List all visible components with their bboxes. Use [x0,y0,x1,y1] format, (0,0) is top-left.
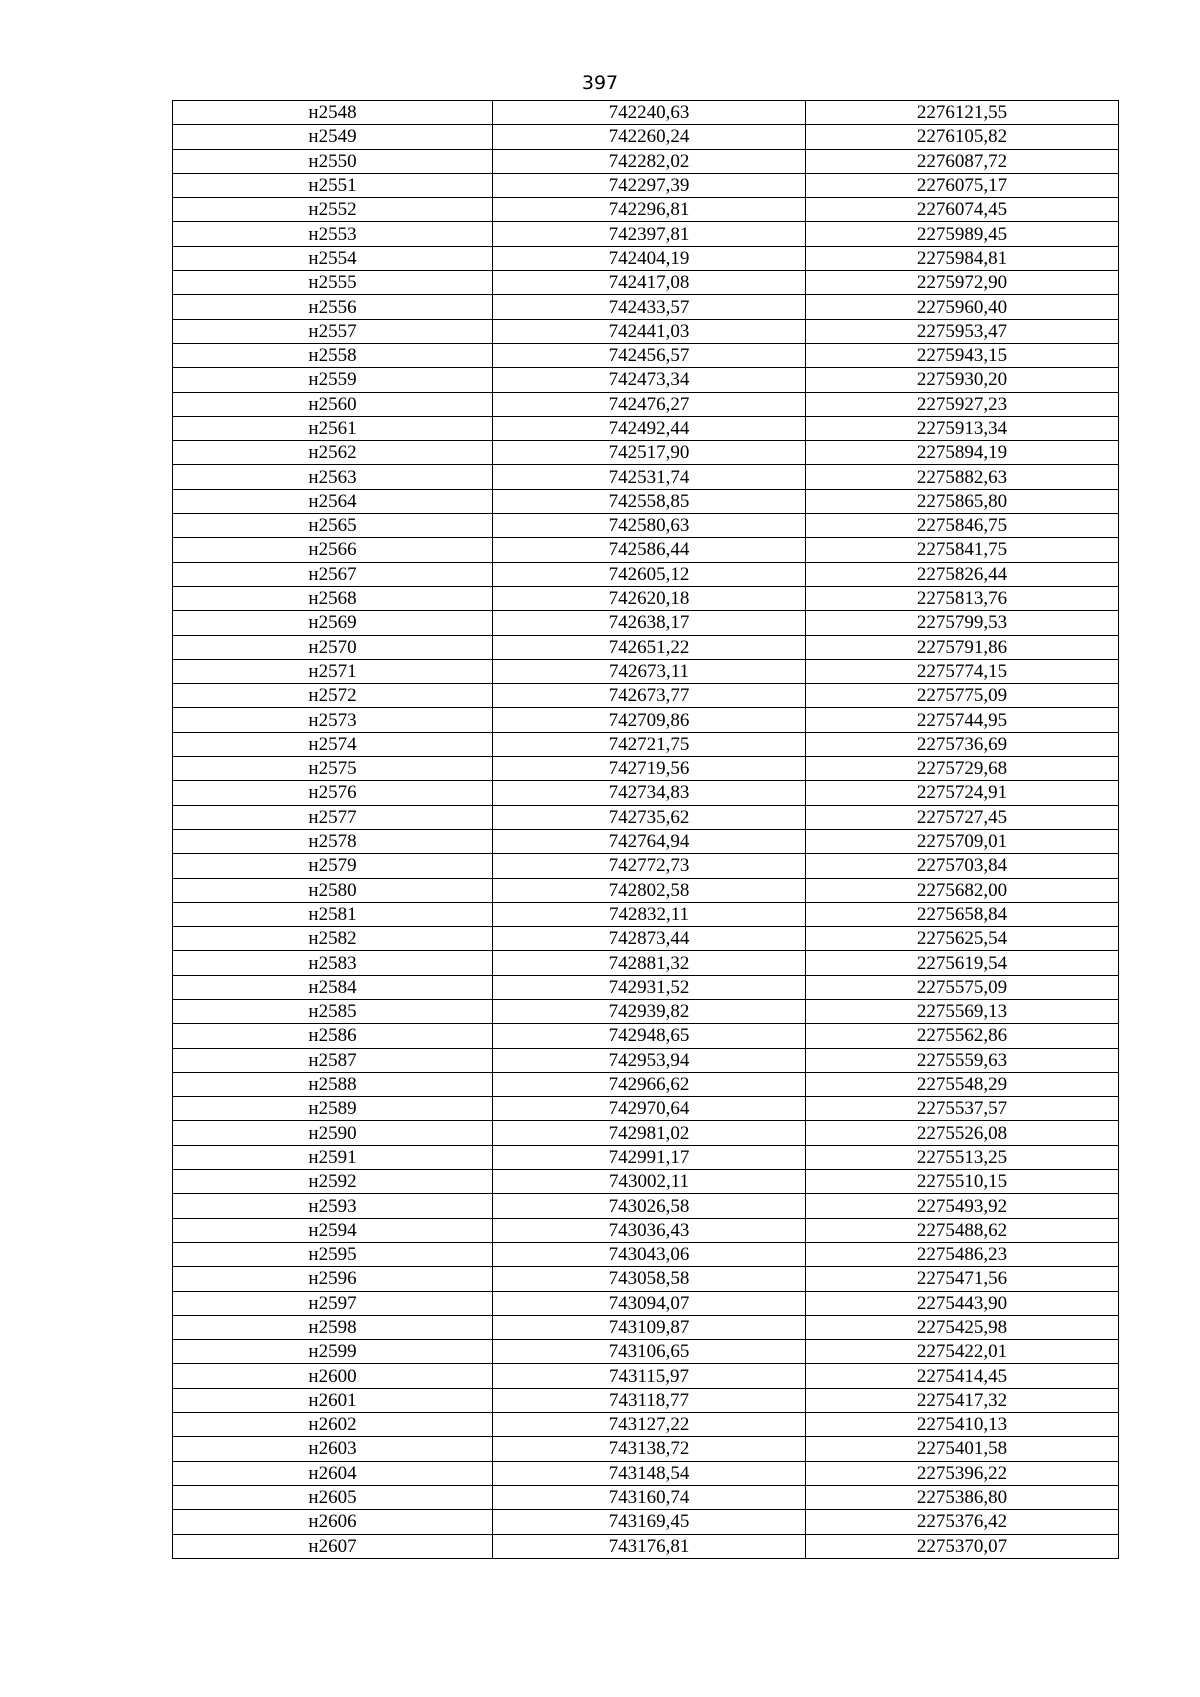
table-row [173,1170,1119,1194]
coordinates-table-body [173,101,1119,1559]
table-row [173,902,1119,926]
point-id-cell: н2600 [173,1364,493,1388]
point-id-cell: н2575 [173,757,493,781]
point-id-cell: н2555 [173,271,493,295]
point-id-cell: н2569 [173,611,493,635]
table-row [173,562,1119,586]
point-id-cell: н2579 [173,854,493,878]
table-row [173,538,1119,562]
point-id-cell: н2591 [173,1145,493,1169]
x-coordinate-cell: 742673,77 [493,684,806,708]
table-row [173,927,1119,951]
table-row [173,1267,1119,1291]
table-row [173,1364,1119,1388]
x-coordinate-cell: 742651,22 [493,635,806,659]
point-id-cell: н2563 [173,465,493,489]
y-coordinate-cell: 2275736,69 [806,732,1119,756]
point-id-cell: н2558 [173,343,493,367]
table-row [173,1461,1119,1485]
y-coordinate-cell: 2275943,15 [806,343,1119,367]
y-coordinate-cell: 2275410,13 [806,1413,1119,1437]
table-row [173,1097,1119,1121]
table-row [173,951,1119,975]
point-id-cell: н2553 [173,222,493,246]
y-coordinate-cell: 2275396,22 [806,1461,1119,1485]
y-coordinate-cell: 2275414,45 [806,1364,1119,1388]
table-row [173,732,1119,756]
point-id-cell: н2571 [173,659,493,683]
point-id-cell: н2568 [173,586,493,610]
point-id-cell: н2554 [173,246,493,270]
x-coordinate-cell: 742580,63 [493,514,806,538]
y-coordinate-cell: 2276074,45 [806,198,1119,222]
y-coordinate-cell: 2275703,84 [806,854,1119,878]
x-coordinate-cell: 742397,81 [493,222,806,246]
y-coordinate-cell: 2275799,53 [806,611,1119,635]
point-id-cell: н2582 [173,927,493,951]
table-row [173,465,1119,489]
x-coordinate-cell: 743138,72 [493,1437,806,1461]
point-id-cell: н2550 [173,149,493,173]
y-coordinate-cell: 2275894,19 [806,441,1119,465]
point-id-cell: н2577 [173,805,493,829]
table-row [173,878,1119,902]
y-coordinate-cell: 2275443,90 [806,1291,1119,1315]
y-coordinate-cell: 2275913,34 [806,416,1119,440]
page-number: 397 [581,72,619,94]
x-coordinate-cell: 742772,73 [493,854,806,878]
point-id-cell: н2607 [173,1534,493,1558]
point-id-cell: н2565 [173,514,493,538]
y-coordinate-cell: 2275493,92 [806,1194,1119,1218]
x-coordinate-cell: 742970,64 [493,1097,806,1121]
point-id-cell: н2588 [173,1072,493,1096]
point-id-cell: н2578 [173,829,493,853]
table-row [173,149,1119,173]
table-row [173,1072,1119,1096]
y-coordinate-cell: 2275882,63 [806,465,1119,489]
x-coordinate-cell: 743026,58 [493,1194,806,1218]
table-row [173,271,1119,295]
x-coordinate-cell: 742948,65 [493,1024,806,1048]
table-row [173,1242,1119,1266]
table-row [173,1485,1119,1509]
y-coordinate-cell: 2275488,62 [806,1218,1119,1242]
point-id-cell: н2587 [173,1048,493,1072]
y-coordinate-cell: 2275775,09 [806,684,1119,708]
table-row [173,1024,1119,1048]
point-id-cell: н2595 [173,1242,493,1266]
table-row [173,611,1119,635]
x-coordinate-cell: 743118,77 [493,1388,806,1412]
y-coordinate-cell: 2275865,80 [806,489,1119,513]
x-coordinate-cell: 742558,85 [493,489,806,513]
point-id-cell: н2592 [173,1170,493,1194]
y-coordinate-cell: 2275386,80 [806,1485,1119,1509]
x-coordinate-cell: 742282,02 [493,149,806,173]
x-coordinate-cell: 743106,65 [493,1340,806,1364]
point-id-cell: н2603 [173,1437,493,1461]
y-coordinate-cell: 2275960,40 [806,295,1119,319]
point-id-cell: н2560 [173,392,493,416]
x-coordinate-cell: 742473,34 [493,368,806,392]
y-coordinate-cell: 2275729,68 [806,757,1119,781]
table-row [173,854,1119,878]
y-coordinate-cell: 2275744,95 [806,708,1119,732]
y-coordinate-cell: 2275927,23 [806,392,1119,416]
y-coordinate-cell: 2275709,01 [806,829,1119,853]
y-coordinate-cell: 2275682,00 [806,878,1119,902]
table-row [173,173,1119,197]
point-id-cell: н2594 [173,1218,493,1242]
table-row [173,416,1119,440]
table-row [173,1048,1119,1072]
x-coordinate-cell: 742802,58 [493,878,806,902]
y-coordinate-cell: 2275791,86 [806,635,1119,659]
x-coordinate-cell: 743169,45 [493,1510,806,1534]
x-coordinate-cell: 743109,87 [493,1315,806,1339]
x-coordinate-cell: 743002,11 [493,1170,806,1194]
y-coordinate-cell: 2275548,29 [806,1072,1119,1096]
x-coordinate-cell: 742719,56 [493,757,806,781]
table-row [173,1388,1119,1412]
point-id-cell: н2599 [173,1340,493,1364]
point-id-cell: н2585 [173,999,493,1023]
x-coordinate-cell: 743160,74 [493,1485,806,1509]
x-coordinate-cell: 743115,97 [493,1364,806,1388]
table-row [173,757,1119,781]
table-row [173,125,1119,149]
y-coordinate-cell: 2275513,25 [806,1145,1119,1169]
y-coordinate-cell: 2275972,90 [806,271,1119,295]
coordinates-table [172,100,1119,1559]
table-row [173,659,1119,683]
point-id-cell: н2605 [173,1485,493,1509]
point-id-cell: н2562 [173,441,493,465]
table-row [173,1437,1119,1461]
y-coordinate-cell: 2275953,47 [806,319,1119,343]
x-coordinate-cell: 742734,83 [493,781,806,805]
point-id-cell: н2561 [173,416,493,440]
x-coordinate-cell: 742417,08 [493,271,806,295]
y-coordinate-cell: 2275989,45 [806,222,1119,246]
x-coordinate-cell: 742721,75 [493,732,806,756]
table-row [173,198,1119,222]
y-coordinate-cell: 2276075,17 [806,173,1119,197]
y-coordinate-cell: 2276105,82 [806,125,1119,149]
table-row [173,999,1119,1023]
table-row [173,781,1119,805]
y-coordinate-cell: 2275486,23 [806,1242,1119,1266]
point-id-cell: н2570 [173,635,493,659]
x-coordinate-cell: 742991,17 [493,1145,806,1169]
y-coordinate-cell: 2276087,72 [806,149,1119,173]
point-id-cell: н2573 [173,708,493,732]
table-row [173,489,1119,513]
x-coordinate-cell: 742709,86 [493,708,806,732]
y-coordinate-cell: 2275984,81 [806,246,1119,270]
point-id-cell: н2602 [173,1413,493,1437]
y-coordinate-cell: 2275422,01 [806,1340,1119,1364]
y-coordinate-cell: 2275510,15 [806,1170,1119,1194]
table-row [173,1413,1119,1437]
table-row [173,1145,1119,1169]
y-coordinate-cell: 2275562,86 [806,1024,1119,1048]
table-row [173,101,1119,125]
point-id-cell: н2557 [173,319,493,343]
x-coordinate-cell: 742492,44 [493,416,806,440]
y-coordinate-cell: 2275619,54 [806,951,1119,975]
point-id-cell: н2548 [173,101,493,125]
x-coordinate-cell: 742764,94 [493,829,806,853]
table-row [173,295,1119,319]
x-coordinate-cell: 742620,18 [493,586,806,610]
x-coordinate-cell: 743036,43 [493,1218,806,1242]
table-row [173,829,1119,853]
point-id-cell: н2596 [173,1267,493,1291]
point-id-cell: н2604 [173,1461,493,1485]
x-coordinate-cell: 742240,63 [493,101,806,125]
x-coordinate-cell: 742931,52 [493,975,806,999]
point-id-cell: н2574 [173,732,493,756]
table-row [173,392,1119,416]
point-id-cell: н2584 [173,975,493,999]
y-coordinate-cell: 2275774,15 [806,659,1119,683]
x-coordinate-cell: 742953,94 [493,1048,806,1072]
x-coordinate-cell: 742260,24 [493,125,806,149]
table-row [173,684,1119,708]
y-coordinate-cell: 2275370,07 [806,1534,1119,1558]
x-coordinate-cell: 742939,82 [493,999,806,1023]
table-row [173,1218,1119,1242]
point-id-cell: н2559 [173,368,493,392]
x-coordinate-cell: 742531,74 [493,465,806,489]
x-coordinate-cell: 742735,62 [493,805,806,829]
y-coordinate-cell: 2275658,84 [806,902,1119,926]
point-id-cell: н2572 [173,684,493,708]
table-row [173,635,1119,659]
table-row [173,805,1119,829]
x-coordinate-cell: 742638,17 [493,611,806,635]
y-coordinate-cell: 2275930,20 [806,368,1119,392]
point-id-cell: н2581 [173,902,493,926]
x-coordinate-cell: 742673,11 [493,659,806,683]
point-id-cell: н2564 [173,489,493,513]
x-coordinate-cell: 743176,81 [493,1534,806,1558]
point-id-cell: н2567 [173,562,493,586]
y-coordinate-cell: 2276121,55 [806,101,1119,125]
table-row [173,1510,1119,1534]
x-coordinate-cell: 742586,44 [493,538,806,562]
point-id-cell: н2601 [173,1388,493,1412]
y-coordinate-cell: 2275559,63 [806,1048,1119,1072]
x-coordinate-cell: 743148,54 [493,1461,806,1485]
table-row [173,222,1119,246]
table-row [173,368,1119,392]
point-id-cell: н2551 [173,173,493,197]
point-id-cell: н2583 [173,951,493,975]
table-row [173,246,1119,270]
point-id-cell: н2589 [173,1097,493,1121]
x-coordinate-cell: 742296,81 [493,198,806,222]
y-coordinate-cell: 2275724,91 [806,781,1119,805]
point-id-cell: н2549 [173,125,493,149]
point-id-cell: н2606 [173,1510,493,1534]
x-coordinate-cell: 742441,03 [493,319,806,343]
y-coordinate-cell: 2275575,09 [806,975,1119,999]
x-coordinate-cell: 742517,90 [493,441,806,465]
point-id-cell: н2598 [173,1315,493,1339]
x-coordinate-cell: 742404,19 [493,246,806,270]
table-row [173,1121,1119,1145]
x-coordinate-cell: 742433,57 [493,295,806,319]
x-coordinate-cell: 743094,07 [493,1291,806,1315]
point-id-cell: н2593 [173,1194,493,1218]
point-id-cell: н2556 [173,295,493,319]
x-coordinate-cell: 742981,02 [493,1121,806,1145]
point-id-cell: н2586 [173,1024,493,1048]
x-coordinate-cell: 742966,62 [493,1072,806,1096]
y-coordinate-cell: 2275425,98 [806,1315,1119,1339]
y-coordinate-cell: 2275826,44 [806,562,1119,586]
x-coordinate-cell: 742881,32 [493,951,806,975]
table-row [173,1291,1119,1315]
y-coordinate-cell: 2275376,42 [806,1510,1119,1534]
x-coordinate-cell: 742476,27 [493,392,806,416]
table-row [173,708,1119,732]
y-coordinate-cell: 2275537,57 [806,1097,1119,1121]
point-id-cell: н2580 [173,878,493,902]
y-coordinate-cell: 2275727,45 [806,805,1119,829]
table-row [173,1194,1119,1218]
table-row [173,1534,1119,1558]
x-coordinate-cell: 743127,22 [493,1413,806,1437]
x-coordinate-cell: 742873,44 [493,927,806,951]
table-row [173,1340,1119,1364]
point-id-cell: н2552 [173,198,493,222]
table-row [173,1315,1119,1339]
point-id-cell: н2576 [173,781,493,805]
table-row [173,975,1119,999]
x-coordinate-cell: 743043,06 [493,1242,806,1266]
y-coordinate-cell: 2275471,56 [806,1267,1119,1291]
y-coordinate-cell: 2275841,75 [806,538,1119,562]
x-coordinate-cell: 742832,11 [493,902,806,926]
x-coordinate-cell: 743058,58 [493,1267,806,1291]
y-coordinate-cell: 2275625,54 [806,927,1119,951]
y-coordinate-cell: 2275846,75 [806,514,1119,538]
x-coordinate-cell: 742456,57 [493,343,806,367]
table-row [173,514,1119,538]
table-row [173,343,1119,367]
point-id-cell: н2566 [173,538,493,562]
y-coordinate-cell: 2275569,13 [806,999,1119,1023]
point-id-cell: н2597 [173,1291,493,1315]
table-row [173,586,1119,610]
table-row [173,441,1119,465]
y-coordinate-cell: 2275813,76 [806,586,1119,610]
x-coordinate-cell: 742297,39 [493,173,806,197]
x-coordinate-cell: 742605,12 [493,562,806,586]
table-row [173,319,1119,343]
y-coordinate-cell: 2275417,32 [806,1388,1119,1412]
y-coordinate-cell: 2275526,08 [806,1121,1119,1145]
y-coordinate-cell: 2275401,58 [806,1437,1119,1461]
point-id-cell: н2590 [173,1121,493,1145]
